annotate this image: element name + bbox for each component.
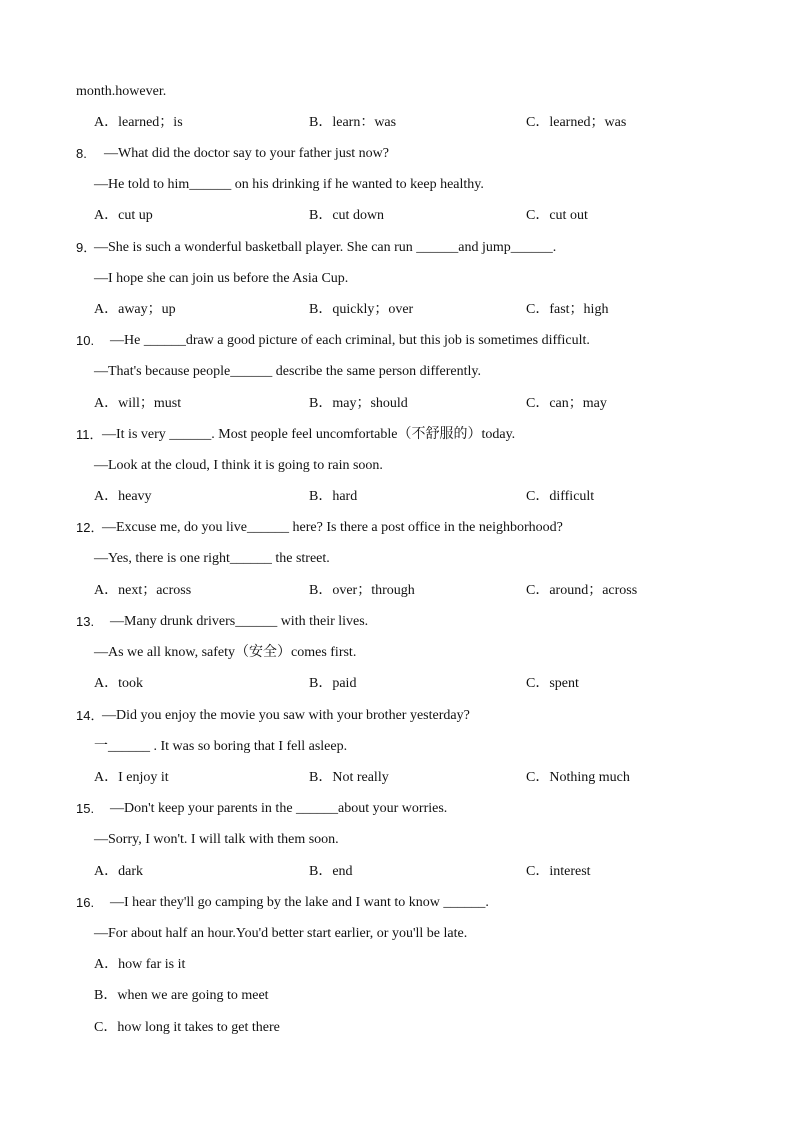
continuation-text: month.however.	[76, 84, 167, 99]
question-number: 14．	[76, 708, 104, 723]
question-16-stem	[0, 893, 794, 913]
option-a: A．cut up	[94, 208, 153, 223]
option-c: C．Nothing much	[526, 770, 630, 785]
option-c: C．difficult	[526, 489, 595, 504]
question-12-stem	[0, 518, 794, 538]
continuation-line	[0, 82, 794, 102]
question-13-reply	[0, 643, 794, 663]
question-16-reply	[0, 924, 794, 944]
option-a: A．I enjoy it	[94, 770, 169, 785]
option-c: C．around；across	[526, 583, 638, 598]
question-13-stem	[0, 612, 794, 632]
option-b: B．learn：was	[309, 115, 397, 130]
question-number: 12．	[76, 520, 104, 535]
question-line: —Many drunk drivers______ with their lives.	[110, 614, 369, 629]
question-number: 15.	[76, 801, 95, 816]
question-line: —What did the doctor say to your father just now?	[104, 146, 389, 161]
option-b: B．paid	[309, 676, 357, 691]
option-c: C．cut out	[526, 208, 588, 223]
question-8-reply	[0, 175, 794, 195]
option-c: C．can；may	[526, 396, 607, 411]
question-10-options	[0, 394, 794, 414]
question-line: —She is such a wonderful basketball player. She can run ______and jump______.	[94, 240, 557, 255]
option-a: A．took	[94, 676, 143, 691]
question-line: —That's because people______ describe the same person differently.	[94, 364, 482, 379]
question-13-options	[0, 674, 794, 694]
option-b: B．over；through	[309, 583, 415, 598]
question-number: 10.	[76, 333, 95, 348]
question-9-stem	[0, 238, 794, 258]
question-16-option-c-line	[0, 1018, 794, 1038]
question-number: 16.	[76, 895, 95, 910]
question-line: —Excuse me, do you live______ here? Is there a post office in the neighborhood?	[102, 520, 563, 535]
option-a: A．learned；is	[94, 115, 183, 130]
option-c: C．spent	[526, 676, 579, 691]
question-9-reply	[0, 269, 794, 289]
question-line: —Did you enjoy the movie you saw with your brother yesterday?	[102, 708, 470, 723]
question-line: —Sorry, I won't. I will talk with them soon.	[94, 832, 339, 847]
question-14-reply	[0, 737, 794, 757]
question-10-stem	[0, 331, 794, 351]
question-line: —Yes, there is one right______ the street.	[94, 551, 330, 566]
question-11-stem	[0, 425, 794, 445]
question-number: 13.	[76, 614, 95, 629]
option-a: A．next；across	[94, 583, 192, 598]
question-number: 11．	[76, 427, 103, 442]
question-15-reply	[0, 830, 794, 850]
question-14-options	[0, 768, 794, 788]
question-line: —It is very ______. Most people feel uncomfortable（不舒服的）today.	[102, 427, 516, 442]
option-b: B．quickly；over	[309, 302, 414, 317]
question-line: —He told to him______ on his drinking if he wanted to keep healthy.	[94, 177, 484, 192]
option-c: C．interest	[526, 864, 591, 879]
option-b: B．end	[309, 864, 353, 879]
question-8-options	[0, 206, 794, 226]
question-number: 9．	[76, 240, 97, 255]
question-12-reply	[0, 549, 794, 569]
option-a: A．dark	[94, 864, 143, 879]
option-a: A．will；must	[94, 396, 182, 411]
option-b: B．when we are going to meet	[94, 988, 269, 1003]
option-b: B．Not really	[309, 770, 389, 785]
option-b: B．hard	[309, 489, 358, 504]
question-number: 8.	[76, 146, 87, 161]
question-15-options	[0, 862, 794, 882]
question-line: —I hope she can join us before the Asia Cup.	[94, 271, 349, 286]
question-16-option-b-line	[0, 986, 794, 1006]
question-16-option-a-line	[0, 955, 794, 975]
option-c: C．how long it takes to get there	[94, 1020, 280, 1035]
question-line: —I hear they'll go camping by the lake and I want to know ______.	[110, 895, 489, 910]
question-11-reply	[0, 456, 794, 476]
question-line: —For about half an hour.You'd better start earlier, or you'll be late.	[94, 926, 468, 941]
question-line: —Look at the cloud, I think it is going to rain soon.	[94, 458, 383, 473]
question-10-reply	[0, 362, 794, 382]
question-11-options	[0, 487, 794, 507]
question-line: 一______ . It was so boring that I fell asleep.	[94, 739, 348, 754]
question-9-options	[0, 300, 794, 320]
option-b: B．may；should	[309, 396, 408, 411]
option-a: A．heavy	[94, 489, 152, 504]
option-a: A．how far is it	[94, 957, 186, 972]
question-line: —Don't keep your parents in the ______about your worries.	[110, 801, 448, 816]
continuation-options	[0, 113, 794, 133]
option-b: B．cut down	[309, 208, 385, 223]
question-line: —As we all know, safety（安全）comes first.	[94, 645, 357, 660]
question-12-options	[0, 581, 794, 601]
question-15-stem	[0, 799, 794, 819]
option-c: C．fast；high	[526, 302, 609, 317]
question-8-stem	[0, 144, 794, 164]
question-14-stem	[0, 706, 794, 726]
question-line: —He ______draw a good picture of each criminal, but this job is sometimes difficult.	[110, 333, 590, 348]
option-c: C．learned；was	[526, 115, 627, 130]
option-a: A．away；up	[94, 302, 176, 317]
